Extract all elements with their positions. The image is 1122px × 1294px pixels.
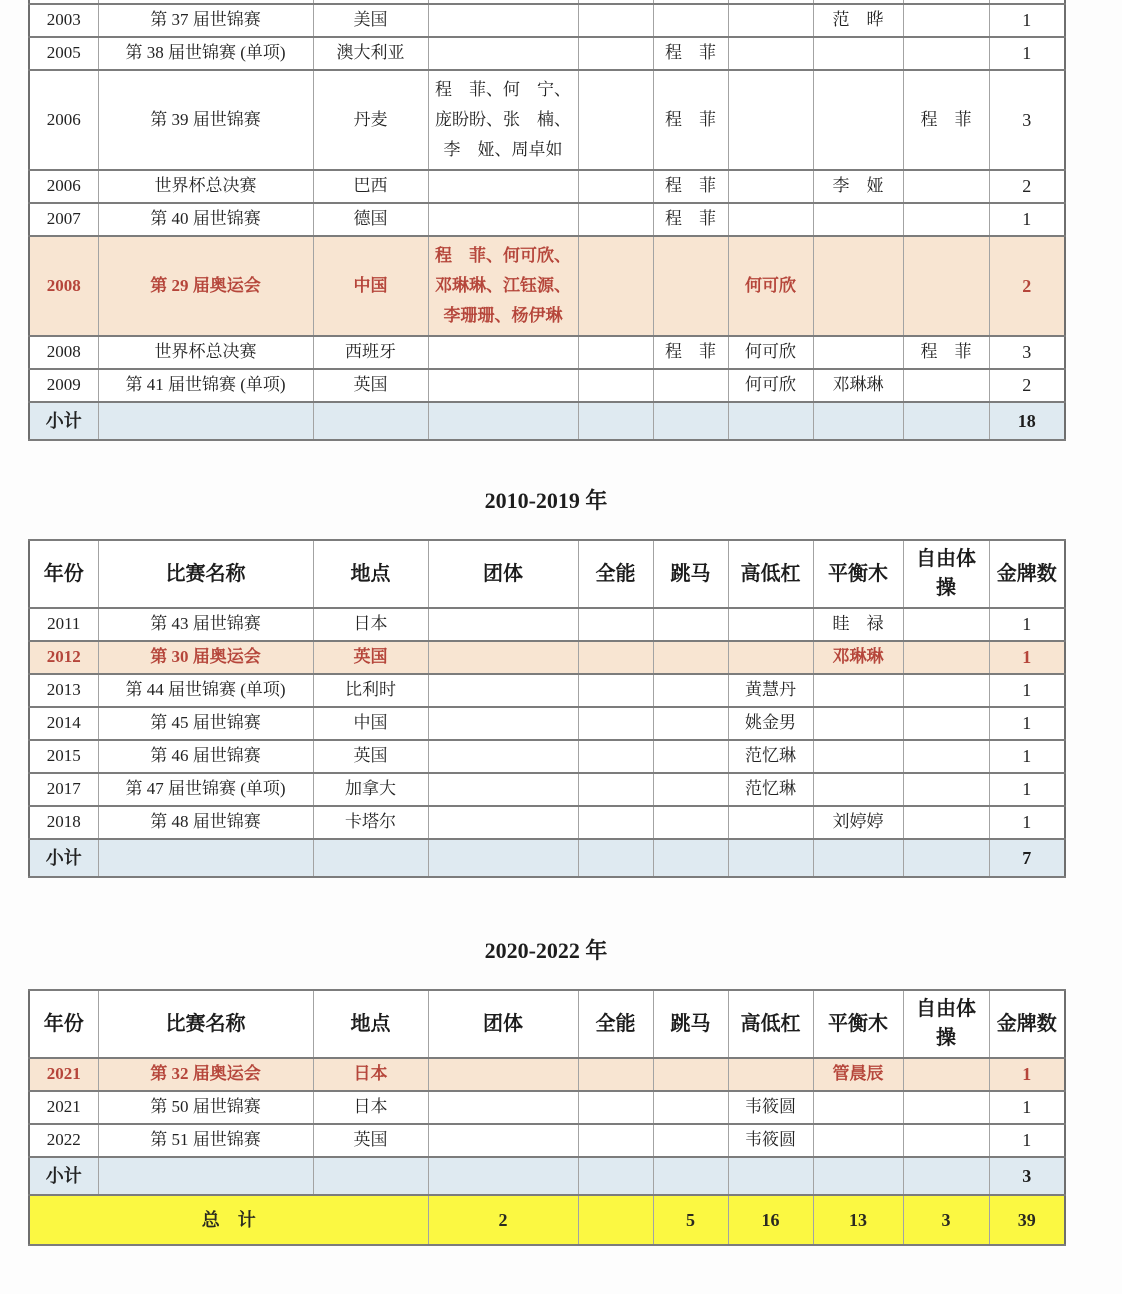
subtotal-empty-cell — [98, 1157, 313, 1195]
cell-vault — [653, 236, 728, 336]
cell-floor — [903, 203, 989, 236]
cell-bars — [728, 203, 813, 236]
cell-venue: 澳大利亚 — [313, 37, 428, 70]
table-row — [29, 707, 1065, 740]
cell-bars: 姚金男 — [728, 707, 813, 740]
table-row — [29, 806, 1065, 839]
cell-event: 第 37 届世锦赛 — [98, 4, 313, 37]
cell-floor — [903, 1058, 989, 1091]
cell-floor — [903, 37, 989, 70]
cell-floor — [903, 1124, 989, 1157]
column-header: 平衡木 — [813, 990, 903, 1058]
cell-venue: 比利时 — [313, 674, 428, 707]
cell-event: 第 38 届世锦赛 (单项) — [98, 37, 313, 70]
cell-event: 第 51 届世锦赛 — [98, 1124, 313, 1157]
column-header: 团体 — [428, 540, 578, 608]
cell-venue: 英国 — [313, 369, 428, 402]
cell-gold: 1 — [989, 773, 1065, 806]
subtotal-gold-count: 3 — [989, 1157, 1065, 1195]
cell-vault: 程 菲 — [653, 70, 728, 170]
table-row — [29, 608, 1065, 641]
cell-floor — [903, 674, 989, 707]
cell-event: 世界杯总决赛 — [98, 170, 313, 203]
table-section-2000s — [0, 0, 1122, 441]
cell-team — [428, 1091, 578, 1124]
cell-vault — [653, 1091, 728, 1124]
cell-beam — [813, 236, 903, 336]
cell-venue: 巴西 — [313, 170, 428, 203]
cell-venue: 德国 — [313, 203, 428, 236]
cell-venue: 丹麦 — [313, 70, 428, 170]
cell-vault — [653, 1058, 728, 1091]
cell-year: 2021 — [29, 1058, 98, 1091]
section-title-2020s: 2020-2022 年 — [484, 938, 608, 963]
cell-floor — [903, 740, 989, 773]
cell-event: 第 29 届奥运会 — [98, 236, 313, 336]
cell-beam — [813, 203, 903, 236]
cell-bars: 范忆琳 — [728, 740, 813, 773]
cell-bars — [728, 806, 813, 839]
cell-team: 程 菲、何可欣、邓琳琳、江钰源、李珊珊、杨伊琳 — [428, 236, 578, 336]
column-header: 比赛名称 — [98, 540, 313, 608]
cell-year: 2007 — [29, 203, 98, 236]
cell-floor — [903, 641, 989, 674]
cell-bars: 黄慧丹 — [728, 674, 813, 707]
column-header: 自由体操 — [903, 540, 989, 608]
subtotal-empty-cell — [813, 839, 903, 877]
cell-beam — [813, 70, 903, 170]
cell-venue: 英国 — [313, 1124, 428, 1157]
cell-year: 2006 — [29, 70, 98, 170]
cell-beam — [813, 707, 903, 740]
cell-event: 第 40 届世锦赛 — [98, 203, 313, 236]
cell-event: 第 44 届世锦赛 (单项) — [98, 674, 313, 707]
subtotal-empty-cell — [313, 839, 428, 877]
cell-floor — [903, 4, 989, 37]
cell-year: 2012 — [29, 641, 98, 674]
cell-bars — [728, 608, 813, 641]
cell-beam — [813, 773, 903, 806]
cell-venue: 中国 — [313, 236, 428, 336]
cell-team — [428, 806, 578, 839]
cell-allround — [578, 707, 653, 740]
cell-year: 2011 — [29, 608, 98, 641]
subtotal-empty-cell — [903, 402, 989, 440]
cell-bars — [728, 170, 813, 203]
cell-beam — [813, 1124, 903, 1157]
table-row-olympics — [29, 641, 1065, 674]
cell-beam: 管晨辰 — [813, 1058, 903, 1091]
cell-year: 2009 — [29, 369, 98, 402]
cell-event: 第 47 届世锦赛 (单项) — [98, 773, 313, 806]
cell-beam — [813, 740, 903, 773]
column-header: 金牌数 — [989, 540, 1065, 608]
cell-allround — [578, 608, 653, 641]
cell-allround — [578, 1058, 653, 1091]
subtotal-empty-cell — [578, 402, 653, 440]
cell-gold: 1 — [989, 641, 1065, 674]
subtotal-label: 小计 — [29, 1157, 98, 1195]
column-header: 金牌数 — [989, 990, 1065, 1058]
cell-vault — [653, 740, 728, 773]
table-row — [29, 740, 1065, 773]
grand-total-allround — [578, 1195, 653, 1245]
cell-gold: 1 — [989, 37, 1065, 70]
cell-gold: 1 — [989, 203, 1065, 236]
cell-vault: 程 菲 — [653, 336, 728, 369]
cell-beam — [813, 1091, 903, 1124]
cell-bars — [728, 70, 813, 170]
cell-allround — [578, 170, 653, 203]
grand-total-label: 总 计 — [29, 1195, 428, 1245]
cell-year: 2008 — [29, 336, 98, 369]
cell-venue: 加拿大 — [313, 773, 428, 806]
column-header: 高低杠 — [728, 540, 813, 608]
cell-allround — [578, 641, 653, 674]
cell-bars: 范忆琳 — [728, 773, 813, 806]
table-row — [29, 1124, 1065, 1157]
cell-vault — [653, 707, 728, 740]
cell-vault — [653, 4, 728, 37]
cell-venue: 英国 — [313, 641, 428, 674]
cell-beam: 邓琳琳 — [813, 641, 903, 674]
column-header: 跳马 — [653, 540, 728, 608]
cell-allround — [578, 37, 653, 70]
cell-event: 第 43 届世锦赛 — [98, 608, 313, 641]
cell-floor: 程 菲 — [903, 70, 989, 170]
cell-event: 第 46 届世锦赛 — [98, 740, 313, 773]
cell-vault — [653, 369, 728, 402]
cell-team — [428, 773, 578, 806]
cell-event: 第 50 届世锦赛 — [98, 1091, 313, 1124]
cell-beam: 范 晔 — [813, 4, 903, 37]
grand-total-floor: 3 — [903, 1195, 989, 1245]
cell-venue: 日本 — [313, 1058, 428, 1091]
cell-team — [428, 707, 578, 740]
cell-vault — [653, 608, 728, 641]
subtotal-row — [29, 402, 1065, 440]
cell-year: 2018 — [29, 806, 98, 839]
table-row-olympics — [29, 236, 1065, 336]
grand-total-vault: 5 — [653, 1195, 728, 1245]
cell-allround — [578, 674, 653, 707]
cell-beam: 邓琳琳 — [813, 369, 903, 402]
cell-venue: 中国 — [313, 707, 428, 740]
subtotal-row — [29, 839, 1065, 877]
cell-team — [428, 170, 578, 203]
cell-allround — [578, 4, 653, 37]
cell-year: 2006 — [29, 170, 98, 203]
cell-allround — [578, 236, 653, 336]
cell-event: 第 39 届世锦赛 — [98, 70, 313, 170]
cell-gold: 1 — [989, 608, 1065, 641]
medal-table-2000s — [28, 0, 1066, 441]
cell-bars: 何可欣 — [728, 336, 813, 369]
table-row — [29, 369, 1065, 402]
cell-gold: 1 — [989, 1058, 1065, 1091]
cell-event: 世界杯总决赛 — [98, 336, 313, 369]
subtotal-empty-cell — [813, 402, 903, 440]
cell-gold: 2 — [989, 369, 1065, 402]
cell-venue: 日本 — [313, 608, 428, 641]
cell-floor: 程 菲 — [903, 336, 989, 369]
cell-year: 2003 — [29, 4, 98, 37]
cell-vault — [653, 641, 728, 674]
cell-gold: 3 — [989, 70, 1065, 170]
cell-gold: 1 — [989, 1124, 1065, 1157]
cell-allround — [578, 1124, 653, 1157]
subtotal-empty-cell — [653, 1157, 728, 1195]
column-header: 平衡木 — [813, 540, 903, 608]
cell-venue: 西班牙 — [313, 336, 428, 369]
cell-gold: 2 — [989, 170, 1065, 203]
cell-bars: 韦筱圆 — [728, 1091, 813, 1124]
cell-team — [428, 4, 578, 37]
cell-beam: 李 娅 — [813, 170, 903, 203]
subtotal-row — [29, 1157, 1065, 1195]
subtotal-empty-cell — [313, 1157, 428, 1195]
subtotal-empty-cell — [578, 1157, 653, 1195]
cell-event: 第 30 届奥运会 — [98, 641, 313, 674]
cell-team — [428, 740, 578, 773]
cell-gold: 1 — [989, 1091, 1065, 1124]
subtotal-gold-count: 7 — [989, 839, 1065, 877]
grand-total-gold: 39 — [989, 1195, 1065, 1245]
cell-event: 第 32 届奥运会 — [98, 1058, 313, 1091]
column-header: 跳马 — [653, 990, 728, 1058]
cell-venue: 卡塔尔 — [313, 806, 428, 839]
subtotal-empty-cell — [728, 839, 813, 877]
cell-floor — [903, 773, 989, 806]
cell-beam: 眭 禄 — [813, 608, 903, 641]
column-header: 年份 — [29, 990, 98, 1058]
table-row — [29, 203, 1065, 236]
section-title-2010s: 2010-2019 年 — [484, 488, 608, 513]
subtotal-empty-cell — [728, 402, 813, 440]
cell-beam — [813, 674, 903, 707]
cell-beam — [813, 336, 903, 369]
column-header: 团体 — [428, 990, 578, 1058]
column-header: 地点 — [313, 990, 428, 1058]
cell-venue: 日本 — [313, 1091, 428, 1124]
cell-bars: 何可欣 — [728, 369, 813, 402]
cell-team — [428, 641, 578, 674]
cell-team — [428, 37, 578, 70]
cell-allround — [578, 1091, 653, 1124]
grand-total-team: 2 — [428, 1195, 578, 1245]
cell-allround — [578, 369, 653, 402]
table-row — [29, 1091, 1065, 1124]
cell-allround — [578, 773, 653, 806]
column-header: 全能 — [578, 540, 653, 608]
cell-bars: 韦筱圆 — [728, 1124, 813, 1157]
cell-vault — [653, 806, 728, 839]
cell-floor — [903, 1091, 989, 1124]
medal-table-2010s — [28, 539, 1066, 878]
subtotal-label: 小计 — [29, 839, 98, 877]
cell-event: 第 41 届世锦赛 (单项) — [98, 369, 313, 402]
cell-year: 2015 — [29, 740, 98, 773]
cell-beam: 刘婷婷 — [813, 806, 903, 839]
table-row — [29, 170, 1065, 203]
cell-year: 2008 — [29, 236, 98, 336]
subtotal-empty-cell — [428, 839, 578, 877]
cell-event: 第 48 届世锦赛 — [98, 806, 313, 839]
cell-gold: 2 — [989, 236, 1065, 336]
subtotal-empty-cell — [428, 402, 578, 440]
table-row — [29, 37, 1065, 70]
table-section-2010s — [0, 484, 1122, 878]
cell-year: 2022 — [29, 1124, 98, 1157]
cell-year: 2013 — [29, 674, 98, 707]
subtotal-empty-cell — [653, 839, 728, 877]
cell-year: 2021 — [29, 1091, 98, 1124]
cell-event: 第 45 届世锦赛 — [98, 707, 313, 740]
subtotal-gold-count: 18 — [989, 402, 1065, 440]
cell-floor — [903, 806, 989, 839]
cell-vault — [653, 674, 728, 707]
cell-floor — [903, 608, 989, 641]
cell-vault: 程 菲 — [653, 203, 728, 236]
table-row-olympics — [29, 1058, 1065, 1091]
subtotal-empty-cell — [98, 402, 313, 440]
subtotal-empty-cell — [428, 1157, 578, 1195]
cell-year: 2005 — [29, 37, 98, 70]
table-row — [29, 70, 1065, 170]
cell-gold: 1 — [989, 707, 1065, 740]
subtotal-empty-cell — [653, 402, 728, 440]
subtotal-empty-cell — [903, 839, 989, 877]
cell-team — [428, 1058, 578, 1091]
cell-allround — [578, 203, 653, 236]
cell-floor — [903, 236, 989, 336]
subtotal-empty-cell — [728, 1157, 813, 1195]
cell-year: 2014 — [29, 707, 98, 740]
cell-gold: 1 — [989, 4, 1065, 37]
cell-team — [428, 369, 578, 402]
cell-bars — [728, 37, 813, 70]
cell-vault: 程 菲 — [653, 37, 728, 70]
column-header: 全能 — [578, 990, 653, 1058]
cell-gold: 1 — [989, 806, 1065, 839]
subtotal-empty-cell — [813, 1157, 903, 1195]
cell-floor — [903, 369, 989, 402]
cell-allround — [578, 336, 653, 369]
cell-allround — [578, 70, 653, 170]
cell-team: 程 菲、何 宁、庞盼盼、张 楠、李 娅、周卓如 — [428, 70, 578, 170]
table-section-2020s — [0, 934, 1122, 1246]
cell-vault — [653, 773, 728, 806]
cell-allround — [578, 806, 653, 839]
header-row — [29, 990, 1065, 1058]
medal-table-2020s — [28, 989, 1066, 1246]
cell-bars — [728, 4, 813, 37]
subtotal-empty-cell — [903, 1157, 989, 1195]
grand-total-beam: 13 — [813, 1195, 903, 1245]
cell-team — [428, 203, 578, 236]
grand-total-row — [29, 1195, 1065, 1245]
grand-total-bars: 16 — [728, 1195, 813, 1245]
cell-beam — [813, 37, 903, 70]
column-header: 年份 — [29, 540, 98, 608]
header-row — [29, 540, 1065, 608]
cell-venue: 美国 — [313, 4, 428, 37]
column-header: 高低杠 — [728, 990, 813, 1058]
cell-vault — [653, 1124, 728, 1157]
cell-year: 2017 — [29, 773, 98, 806]
cell-floor — [903, 707, 989, 740]
cell-venue: 英国 — [313, 740, 428, 773]
cell-bars — [728, 641, 813, 674]
cell-bars: 何可欣 — [728, 236, 813, 336]
subtotal-empty-cell — [578, 839, 653, 877]
cell-gold: 1 — [989, 674, 1065, 707]
cell-team — [428, 608, 578, 641]
column-header: 比赛名称 — [98, 990, 313, 1058]
table-row — [29, 336, 1065, 369]
cell-bars — [728, 1058, 813, 1091]
column-header: 自由体操 — [903, 990, 989, 1058]
subtotal-label: 小计 — [29, 402, 98, 440]
cell-gold: 1 — [989, 740, 1065, 773]
table-row — [29, 773, 1065, 806]
subtotal-empty-cell — [313, 402, 428, 440]
column-header: 地点 — [313, 540, 428, 608]
cell-team — [428, 336, 578, 369]
cell-gold: 3 — [989, 336, 1065, 369]
cell-allround — [578, 740, 653, 773]
cell-team — [428, 674, 578, 707]
subtotal-empty-cell — [98, 839, 313, 877]
table-row — [29, 674, 1065, 707]
cell-team — [428, 1124, 578, 1157]
table-row — [29, 4, 1065, 37]
cell-vault: 程 菲 — [653, 170, 728, 203]
cell-floor — [903, 170, 989, 203]
